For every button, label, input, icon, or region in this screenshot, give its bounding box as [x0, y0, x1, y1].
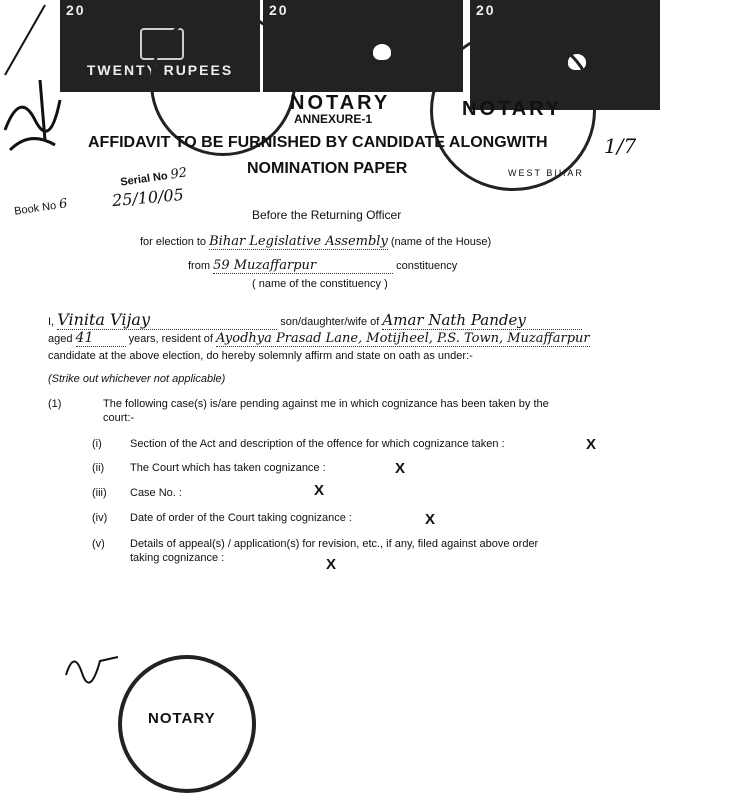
constituency-value: 59 Muzaffarpur	[213, 258, 393, 274]
item-text: Date of order of the Court taking cognizance :	[130, 512, 352, 524]
aged-prefix: aged	[48, 333, 73, 345]
returning-officer-heading: Before the Returning Officer	[252, 208, 402, 222]
from-prefix: from	[188, 260, 210, 272]
address-value: Ayodhya Prasad Lane, Motijheel, P.S. Town, Muzaffarpur	[216, 331, 590, 346]
notary-seal-text: NOTARY	[290, 92, 391, 114]
constituency-suffix: constituency	[396, 260, 458, 272]
cross-mark: X	[314, 482, 325, 499]
item-number: (ii)	[92, 462, 105, 474]
election-suffix: (name of the House)	[390, 236, 492, 248]
stamp-denomination: 20	[66, 2, 86, 18]
relative-name: Amar Nath Pandey	[382, 311, 582, 330]
i-prefix: I,	[48, 316, 55, 328]
item-text-continued: taking cognizance :	[130, 552, 225, 564]
item-number: (v)	[92, 538, 105, 550]
book-label: Book No	[13, 199, 57, 218]
book-number	[13, 196, 68, 218]
cross-mark: X	[586, 436, 597, 453]
cross-mark: X	[425, 511, 436, 528]
item-number: (i)	[92, 438, 102, 450]
notary-seal-text-right: NOTARY	[462, 98, 563, 120]
heart-icon	[373, 44, 391, 60]
affirm-text: candidate at the above election, do hereby solemnly affirm and state on oath as under:-	[48, 350, 473, 362]
relation-text: son/daughter/wife of	[280, 316, 380, 328]
candidate-line	[48, 310, 582, 330]
constituency-note: ( name of the constituency )	[252, 278, 388, 290]
annexure-label: ANNEXURE-1	[294, 112, 373, 126]
election-value: Bihar Legislative Assembly	[209, 234, 388, 249]
book-value: 6	[58, 196, 69, 213]
item-number: (iii)	[92, 487, 107, 499]
resident-text: years, resident of	[128, 333, 213, 345]
clause-text-line2: court:-	[103, 412, 135, 424]
clause-number: (1)	[48, 398, 62, 410]
bottom-signature-scribble	[62, 645, 122, 685]
candidate-name: Vinita Vijay	[57, 310, 277, 330]
cross-mark: X	[395, 460, 406, 477]
clause-text-line1: The following case(s) is/are pending against me in which cognizance has been taken by the	[103, 398, 549, 410]
item-number: (iv)	[92, 512, 108, 524]
item-text: Section of the Act and description of the offence for which cognizance taken :	[130, 438, 505, 450]
document-subtitle: NOMINATION PAPER	[247, 160, 408, 177]
strike-note: (Strike out whichever not applicable)	[48, 373, 226, 385]
signature-scribble	[0, 70, 80, 170]
page-fraction: 1/7	[604, 134, 637, 158]
serial-value: 92	[169, 165, 189, 183]
election-line	[140, 234, 491, 250]
notary-seal-bottom-text: NOTARY	[148, 710, 216, 727]
item-text: Case No. :	[130, 487, 182, 499]
diagonal-mark	[0, 0, 50, 80]
stamp-band-text: TWENTY RUPEES	[86, 62, 234, 78]
item-text: Details of appeal(s) / application(s) for revision, etc., if any, filed against above order	[130, 538, 539, 550]
stamp-denomination: 20	[476, 2, 496, 18]
election-prefix: for election to	[140, 236, 207, 248]
stamp-denomination: 20	[269, 2, 289, 18]
date-value: 25/10/05	[111, 184, 185, 211]
serial-label: Serial No	[119, 170, 169, 189]
constituency-line	[188, 258, 457, 274]
age-value: 41	[76, 330, 126, 347]
age-address-line	[48, 330, 590, 347]
cross-mark: X	[326, 556, 337, 573]
seal-arc-text: WEST BIHAR	[508, 168, 584, 178]
item-text: The Court which has taken cognizance :	[130, 462, 326, 474]
document-title: AFFIDAVIT TO BE FURNISHED BY CANDIDATE ALONGWITH	[88, 134, 548, 151]
